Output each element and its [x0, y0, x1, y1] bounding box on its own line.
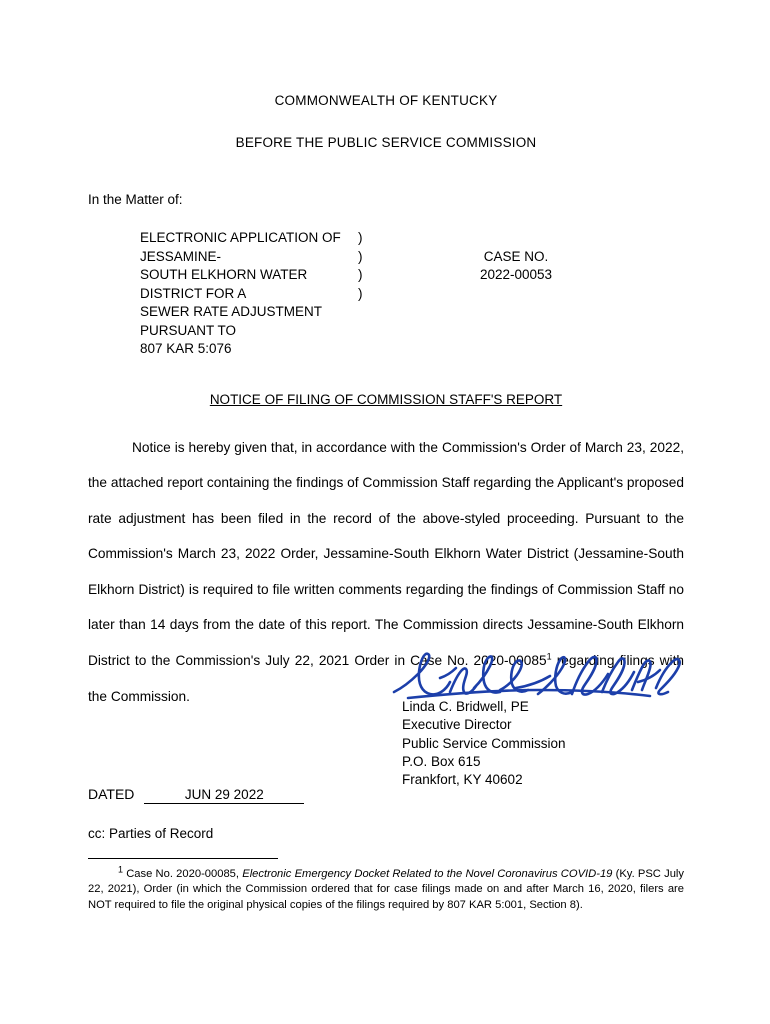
signer-organization: Public Service Commission — [402, 735, 566, 751]
notice-title — [88, 392, 684, 407]
dated-row — [88, 786, 304, 804]
body-tail-text: regarding filings with the Commission. — [88, 653, 685, 704]
caption-line-2: SOUTH ELKHORN WATER DISTRICT FOR A — [140, 267, 308, 301]
case-no-label: CASE NO. — [483, 248, 549, 264]
footnote-section — [88, 858, 684, 913]
footnote-part-1: Case No. 2020-00085, — [123, 868, 243, 880]
caption-paren-1: ) — [358, 230, 363, 245]
footnote-divider — [88, 858, 278, 859]
caption-line-1: ELECTRONIC APPLICATION OF JESSAMINE- — [140, 230, 341, 264]
document-content — [88, 0, 684, 714]
caption-paren-2: ) — [358, 248, 363, 264]
signer-title: Executive Director — [402, 717, 512, 733]
signer-city-state-zip: Frankfort, KY 40602 — [402, 772, 523, 788]
caption-line-4: 807 KAR 5:076 — [140, 341, 232, 356]
footnote-reference: 1 — [546, 651, 552, 662]
notice-body — [88, 430, 684, 715]
footnote-part-2: (Ky. PSC July 22, 2021), Order (in which the Commission ordered that for case filings made on and after March 16, 2020, filers are NOT required to file the original physical copies of the filings required by 807 KAR 5:001, Section 8). — [88, 868, 684, 911]
case-caption — [88, 229, 684, 359]
dated-value: JUN 29 2022 — [144, 787, 304, 804]
dated-label: DATED — [88, 786, 135, 802]
signer-po-box: P.O. Box 615 — [402, 753, 481, 769]
heading-commonwealth: COMMONWEALTH OF KENTUCKY — [274, 93, 498, 108]
caption-paren-3: ) — [358, 267, 363, 282]
signer-name: Linda C. Bridwell, PE — [402, 699, 529, 714]
caption-paren-4: ) — [358, 285, 363, 301]
footnote-italic-title: Electronic Emergency Docket Related to the Novel Coronavirus COVID-19 — [242, 868, 613, 880]
cc-line: cc: Parties of Record — [88, 826, 214, 841]
body-main-text: Notice is hereby given that, in accordance with the Commission's Order of March 23, 2022, the attached report containing the findings of Commission Staff regarding the Applicant's proposed rate adjustment has been filed in the record of the above-styled proceeding. Pursuant to the Commission's March 23, 2022 Order, Jessamine-South Elkhorn Water District (Jessamine-South Elkhorn District) is required to file written comments regarding the findings of Commission Staff no later than 14 days from the date of this report. The Commission directs Jessamine-South Elkhorn District to the Commission's July 22, 2021 Order in Case No. 2020-00085 — [88, 439, 684, 669]
footnote-text — [88, 864, 684, 913]
heading-before-commission: BEFORE THE PUBLIC SERVICE COMMISSION — [235, 135, 537, 150]
caption-line-3: SEWER RATE ADJUSTMENT PURSUANT TO — [140, 304, 322, 338]
signature-block — [402, 698, 566, 789]
caption-style-lines — [88, 229, 358, 359]
notice-title-text: NOTICE OF FILING OF COMMISSION STAFF'S REPORT — [209, 391, 563, 407]
caption-parens — [358, 229, 418, 359]
footnote-marker: 1 — [118, 864, 124, 875]
caption-case-info — [418, 229, 684, 359]
case-number: 2022-00053 — [479, 267, 553, 282]
matter-label: In the Matter of: — [88, 192, 183, 207]
